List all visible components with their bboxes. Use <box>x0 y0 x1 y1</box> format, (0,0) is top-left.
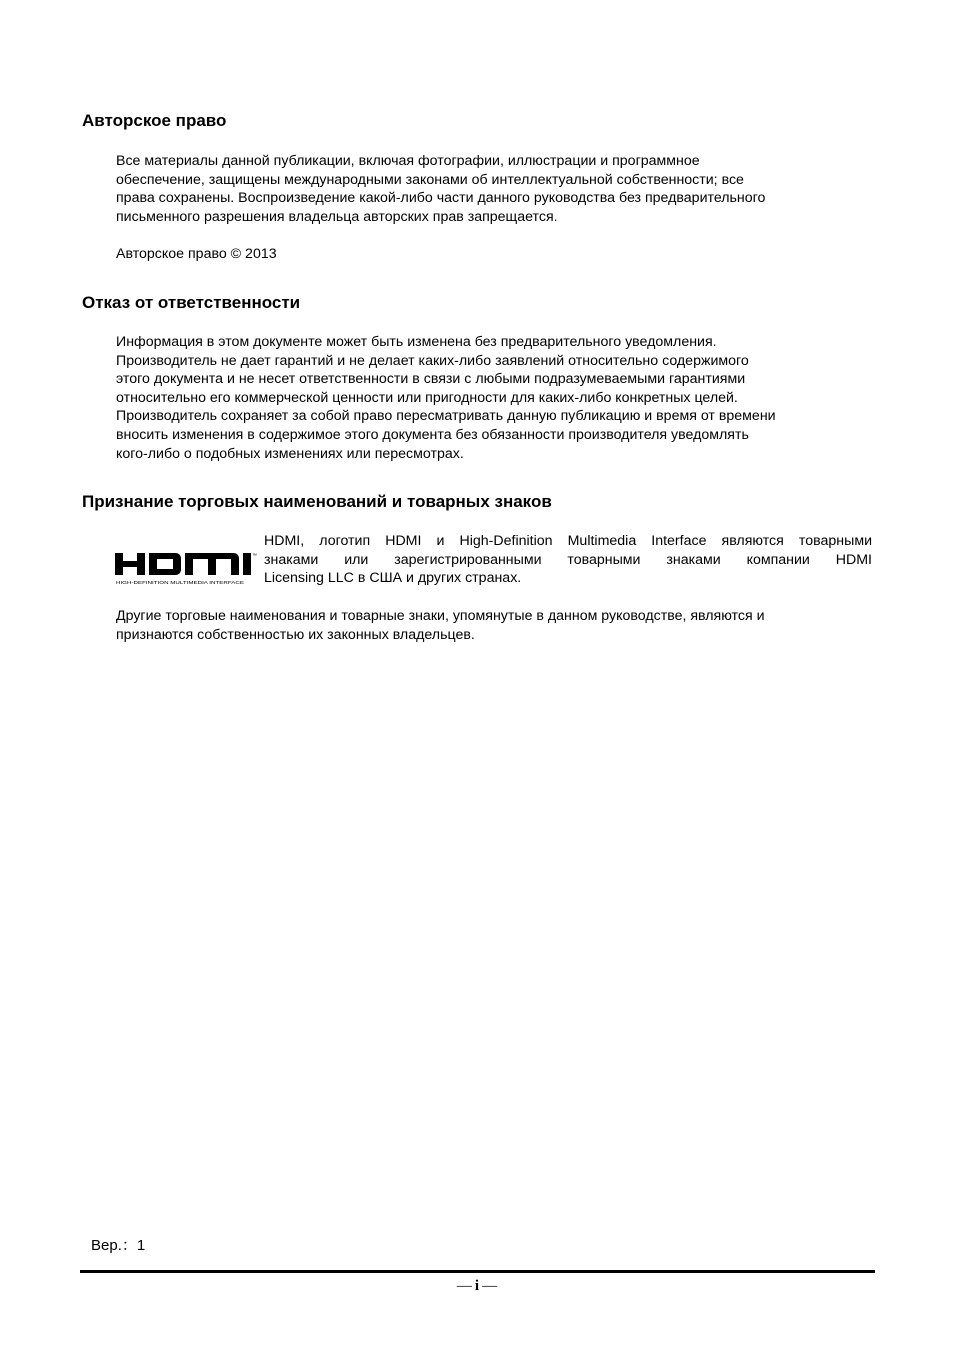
copyright-line: обеспечение, защищены международными законами об интеллектуальной собственности; все <box>116 171 744 188</box>
page-number-value: i <box>474 1278 480 1294</box>
hdmi-logo-tagline: HIGH-DEFINITION MULTIMEDIA INTERFACE <box>116 580 244 585</box>
hdmi-trademark-paragraph <box>264 532 872 588</box>
copyright-line: Все материалы данной публикации, включая фотографии, иллюстрации и программное <box>116 153 700 169</box>
disclaimer-heading: Отказ от ответственности <box>82 293 301 312</box>
disclaimer-line: Производитель не дает гарантий и не делает каких-либо заявлений относительно содержимого <box>116 352 749 369</box>
version-label: Вер.：1 <box>91 1237 146 1254</box>
disclaimer-line: кого-либо о подобных изменениях или пересмотрах. <box>116 445 464 462</box>
copyright-year-line <box>116 245 876 264</box>
disclaimer-line: относительно его коммерческой ценности или пригодности для каких-либо конкретных целей. <box>116 389 738 406</box>
hdmi-logo-icon <box>115 550 257 588</box>
other-trademarks-paragraph <box>116 607 876 644</box>
copyright-year-text: Авторское право © 2013 <box>116 246 277 262</box>
page-number <box>0 1277 954 1295</box>
hdmi-tm-mark: ™ <box>252 553 257 559</box>
other-trademarks-line: Другие торговые наименования и товарные знаки, упомянутые в данном руководстве, являются и <box>116 608 765 624</box>
copyright-paragraph <box>116 152 876 226</box>
hdmi-trademark-line: Licensing LLC в США и других странах. <box>264 570 522 587</box>
disclaimer-line: вносить изменения в содержимое этого документа без обязанности производителя уведомлять <box>116 426 749 443</box>
hdmi-trademark-line: HDMI, логотип HDMI и High-Definition Multimedia Interface являются товарными <box>264 533 872 549</box>
other-trademarks-line: признаются собственностью их законных владельцев. <box>116 626 475 643</box>
copyright-line: письменного разрешения владельца авторских прав запрещается. <box>116 208 558 225</box>
copyright-heading: Авторское право <box>82 111 227 130</box>
disclaimer-paragraph <box>116 333 876 463</box>
footer-divider <box>80 1270 875 1273</box>
hdmi-trademark-line: знаками или зарегистрированными товарными знаками компании HDMI <box>264 551 872 568</box>
trademarks-heading: Признание торговых наименований и товарных знаков <box>82 492 552 511</box>
copyright-line: права сохранены. Воспроизведение какой-либо части данного руководства без предварительного <box>116 190 766 207</box>
disclaimer-line: Информация в этом документе может быть изменена без предварительного уведомления. <box>116 334 717 350</box>
page-number-dash-left: — <box>456 1278 472 1294</box>
disclaimer-line: этого документа и не несет ответственности в связи с любыми подразумеваемыми гарантиями <box>116 371 746 388</box>
disclaimer-line: Производитель сохраняет за собой право пересматривать данную публикацию и время от времени <box>116 408 776 425</box>
page-number-dash-right: — <box>482 1278 498 1294</box>
